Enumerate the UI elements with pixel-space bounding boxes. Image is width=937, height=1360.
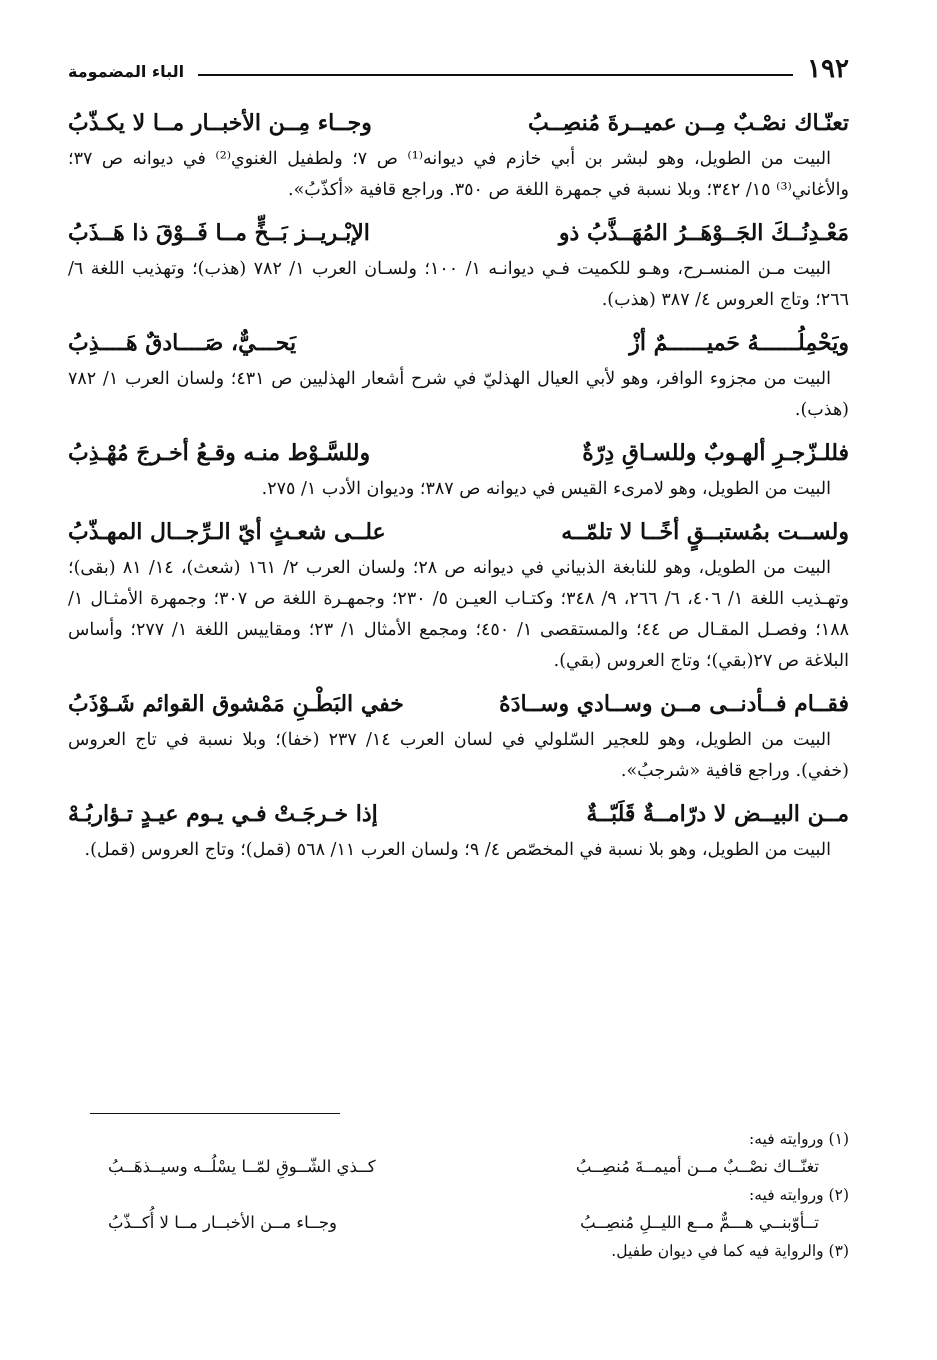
verse-commentary: البيت من الطويل، وهو لامرىء القيس في ديوانه ص ٣٨٧؛ وديوان الأدب ١/ ٢٧٥. <box>261 479 831 499</box>
verse-commentary: البيت من الطويل، وهو للنابغة الذبياني في ديوانه ص ٢٨؛ ولسان العرب ٢/ ١٦١ (شعث)، ١٤/ ٨١ (بقى)؛ وتهـذيب اللغة ١/ ٤٠٦، ٦/ ٢٦٦، ٩/ ٣٤٨؛ وكتـاب العيـن ٥/ ٢٣٠؛ وجمهـرة اللغة ص ٣٠٧؛ وجمهرة الأمثـال ١/ ١٨٨؛ وفصـل المقـال ص ٤٤؛ والمستقصى ١/ ٤٥٠؛ ومجمع الأمثال ١/ ٢٣؛ ومقاييس اللغة ١/ ٢٧٧؛ وأساس البلاغة ص ٢٧(بقي)؛ وتاج العروس (بقي). <box>68 558 849 671</box>
entry <box>68 212 849 316</box>
running-head: الباء المضمومة <box>68 62 185 81</box>
verse-hemistich-second: وللسَّـوْط منـه وقـعُ أخـرجَ مُهْـذِبُ <box>68 440 371 466</box>
footnotes <box>68 1126 849 1264</box>
footnote-2-hemistich-second: وجــاء مــن الأخبــار مــا لا أُكــذّبُ <box>108 1213 337 1232</box>
footnote-separator <box>90 1113 340 1114</box>
footnote-2-hemistich-first: تــأوّبنــي هـــمٌّ مــع الليــلِ مُنصِــبُ <box>580 1213 819 1232</box>
footnote-1-verse <box>68 1152 849 1182</box>
header-rule <box>198 74 793 76</box>
verse-hemistich-second: الإبْـريــز بَــخٍّ مــا فَــوْقَ ذا هَــذَبُ <box>68 220 370 246</box>
verse-hemistich-first: تعنّـاك نصْـبٌ مِــن عميــرةَ مُنصِــبُ <box>528 110 849 136</box>
entry <box>68 511 849 677</box>
page-number: ١٩٢ <box>807 54 849 84</box>
verse-commentary: البيت مـن المنسـرح، وهـو للكميت فـي ديوانـه ١/ ١٠٠؛ ولسـان العرب ١/ ٧٨٢ (هذب)؛ وتهذيب اللغة ٦/ ٢٦٦؛ وتاج العروس ٤/ ٣٨٧ (هذب). <box>68 259 849 310</box>
footnote-1-hemistich-second: كــذي الشّــوقِ لمّــا يسْلُــه وسيــذهَــبُ <box>108 1157 376 1176</box>
verse-hemistich-second: إذا خـرجَـتْ فـي يـوم عيـدٍ تـؤاربُـهْ <box>68 801 378 827</box>
verse-hemistich-first: مَعْـدِنُــكَ الجَــوْهَــرُ المُهَــذَّبُ ذو <box>558 220 849 246</box>
footnote-2-verse <box>68 1208 849 1238</box>
verse-hemistich-first: ولســت بمُستبــقٍ أخًــا لا تلمّــه <box>561 519 849 545</box>
verse-line <box>68 683 849 725</box>
verse-line <box>68 322 849 364</box>
verse-commentary: البيت من الطويل، وهو لبشر بن أبي خازم في ديوانه⁽¹⁾ ص ٧؛ ولطفيل الغنوي⁽²⁾ في ديوانه ص ٣٧؛ والأغاني⁽³⁾ ١٥/ ٣٤٢؛ وبلا نسبة في جمهرة اللغة ص ٣٥٠. وراجع قافية «أكذّبُ». <box>68 149 849 200</box>
verse-hemistich-second: علــى شعـثٍ أيّ الـرِّجــال المهـذّبُ <box>68 519 386 545</box>
verse-line <box>68 511 849 553</box>
entry <box>68 322 849 426</box>
verse-hemistich-second: وجــاء مِــن الأخبــار مــا لا يكـذّبُ <box>68 110 372 136</box>
verse-commentary: البيت من الطويل، وهو بلا نسبة في المخصّص ٤/ ٩؛ ولسان العرب ١١/ ٥٦٨ (قمل)؛ وتاج العروس (قمل). <box>84 840 831 860</box>
verse-line <box>68 212 849 254</box>
footnote-1-hemistich-first: تغنّــاك نصْــبٌ مــن أميمــةَ مُنصِــبُ <box>575 1157 819 1176</box>
verse-hemistich-first: مــن البيــض لا درّامــةٌ قَلَبّــةٌ <box>586 801 849 827</box>
verse-hemistich-first: فقــام فــأدنــى مــن وســادي وســادَهُ <box>499 691 849 717</box>
footnote-1-label: (١) وروايته فيه: <box>749 1130 849 1148</box>
entry <box>68 793 849 866</box>
verse-hemistich-first: ويَحْمِلُــــــهُ حَميــــــمٌ أزْ <box>629 330 849 356</box>
verse-line <box>68 102 849 144</box>
verse-hemistich-first: فللـزّجـرِ ألهـوبٌ وللسـاقِ دِرّةٌ <box>582 440 849 466</box>
verse-line <box>68 793 849 835</box>
page-header <box>68 46 849 82</box>
verse-commentary: البيت من الطويل، وهو للعجير السّلولي في لسان العرب ١٤/ ٢٣٧ (خفا)؛ وبلا نسبة في تاج العروس (خفي). وراجع قافية «شرجبُ». <box>68 730 849 781</box>
verse-commentary: البيت من مجزوء الوافر، وهو لأبي العيال الهذليّ في شرح أشعار الهذليين ص ٤٣١؛ ولسان العرب ١/ ٧٨٢ (هذب). <box>68 369 849 420</box>
entry <box>68 432 849 505</box>
verse-line <box>68 432 849 474</box>
book-page <box>68 46 849 866</box>
entry <box>68 683 849 787</box>
entry <box>68 102 849 206</box>
verse-hemistich-second: يَحـــيٌّ، صَــــادقٌ هَــــذِبُ <box>68 330 297 356</box>
verse-hemistich-second: خفي البَطْـنِ مَمْشوق القوائم شَـوْذَبُ <box>68 691 404 717</box>
footnote-2-label: (٢) وروايته فيه: <box>749 1186 849 1204</box>
footnote-3: (٣) والرواية فيه كما في ديوان طفيل. <box>611 1242 849 1260</box>
